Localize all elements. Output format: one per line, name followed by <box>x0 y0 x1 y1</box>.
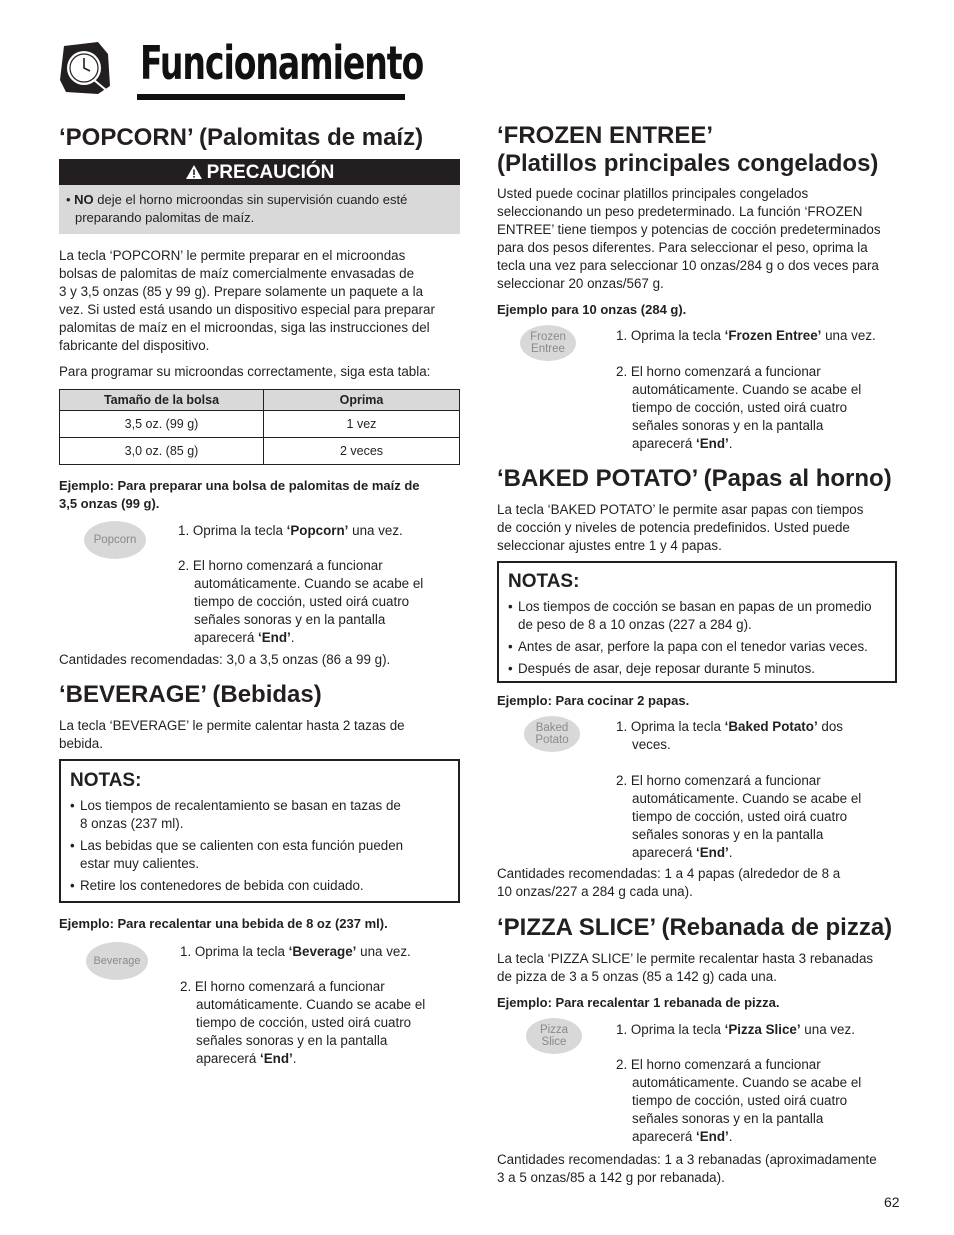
caution-banner <box>59 159 460 185</box>
potato-step-2: 2. El horno comenzará a funcionar automáticamente. Cuando se acabe el tiempo de cocción, usted oirá cuatro señales sonoras y en la pantalla aparecerá ‘End’. <box>616 773 862 860</box>
potato-recommended: Cantidades recomendadas: 1 a 4 papas (alrededor de 8 a 10 onzas/227 a 284 g cada una). <box>497 866 841 899</box>
table-header: Oprima <box>264 390 460 411</box>
pizza-step-1: 1. Oprima la tecla ‘Pizza Slice’ una vez. <box>616 1022 855 1037</box>
beverage-notes-box <box>59 759 460 903</box>
popcorn-recommended: Cantidades recomendadas: 3,0 a 3,5 onzas (86 a 99 g). <box>59 652 391 667</box>
potato-intro: La tecla ‘BAKED POTATO’ le permite asar papas con tiempos de cocción y niveles de potencia predefinidos. Usted puede seleccionar ajustes entre 1 y 4 papas. <box>497 502 864 553</box>
note-item: • Las bebidas que se calienten con esta función pueden estar muy calientes. <box>70 838 404 871</box>
notes-title: NOTAS: <box>70 770 142 791</box>
table-cell: 3,5 oz. (99 g) <box>60 411 264 438</box>
caution-text: • NO deje el horno microondas sin supervisión cuando esté preparando palomitas de maíz. <box>66 192 408 225</box>
frozen-entree-key-icon: Frozen Entree <box>520 325 576 361</box>
popcorn-step-1: 1. Oprima la tecla ‘Popcorn’ una vez. <box>178 523 403 538</box>
baked-potato-key-icon: Baked Potato <box>524 716 580 752</box>
operation-clock-logo-icon <box>58 40 112 96</box>
baked-potato-heading: ‘BAKED POTATO’ (Papas al horno) <box>497 465 892 492</box>
pizza-recommended: Cantidades recomendadas: 1 a 3 rebanadas (aproximadamente 3 a 5 onzas/85 a 142 g por rebanada). <box>497 1152 877 1185</box>
warning-triangle-icon <box>185 164 203 180</box>
potato-notes-box <box>497 561 897 683</box>
beverage-key-icon: Beverage <box>86 942 148 980</box>
table-cell: 2 veces <box>264 438 460 465</box>
popcorn-step-2: 2. El horno comenzará a funcionar automáticamente. Cuando se acabe el tiempo de cocción, usted oirá cuatro señales sonoras y en la pantalla aparecerá ‘End’. <box>178 558 424 645</box>
table-row <box>60 438 460 465</box>
note-item: • Antes de asar, perfore la papa con el tenedor varias veces. <box>508 639 868 654</box>
frozen-entree-heading: ‘FROZEN ENTREE’ (Platillos principales congelados) <box>497 122 879 177</box>
note-item: • Los tiempos de recalentamiento se basan en tazas de 8 onzas (237 ml). <box>70 798 401 831</box>
pizza-slice-key-icon: Pizza Slice <box>526 1018 582 1054</box>
beverage-step-2: 2. El horno comenzará a funcionar automáticamente. Cuando se acabe el tiempo de cocción, usted oirá cuatro señales sonoras y en la pantalla aparecerá ‘End’. <box>180 979 426 1066</box>
table-cell: 1 vez <box>264 411 460 438</box>
popcorn-table-intro: Para programar su microondas correctamente, siga esta tabla: <box>59 364 431 379</box>
beverage-heading: ‘BEVERAGE’ (Bebidas) <box>59 681 322 708</box>
table-header: Tamaño de la bolsa <box>60 390 264 411</box>
pizza-slice-heading: ‘PIZZA SLICE’ (Rebanada de pizza) <box>497 914 893 941</box>
popcorn-heading: ‘POPCORN’ (Palomitas de maíz) <box>59 124 424 151</box>
pizza-example: Ejemplo: Para recalentar 1 rebanada de pizza. <box>497 995 780 1010</box>
title-underline <box>137 94 405 100</box>
note-item: • Después de asar, deje reposar durante 5 minutos. <box>508 661 816 676</box>
note-item: • Retire los contenedores de bebida con cuidado. <box>70 878 364 893</box>
page-title: Funcionamiento <box>140 36 424 90</box>
note-item: • Los tiempos de cocción se basan en papas de un promedio de peso de 8 a 10 onzas (227 a 284 g). <box>508 599 872 632</box>
frozen-step-1: 1. Oprima la tecla ‘Frozen Entree’ una vez. <box>616 328 876 343</box>
frozen-intro: Usted puede cocinar platillos principales congelados seleccionando un peso predeterminado. La función ‘FROZEN ENTREE’ tiene tiempos y potencias de cocción predeterminados para dos pesos diferentes. Para seleccionar el peso, oprima la tecla una vez para seleccionar 10 onzas/284 g o dos veces para seleccionar 20 onzas/567 g. <box>497 186 881 291</box>
notes-title: NOTAS: <box>508 571 580 592</box>
potato-step-1: 1. Oprima la tecla ‘Baked Potato’ dos veces. <box>616 719 843 752</box>
caution-body <box>59 185 460 234</box>
page-number: 62 <box>884 1194 900 1210</box>
popcorn-intro: La tecla ‘POPCORN’ le permite preparar en el microondas bolsas de palomitas de maíz comercialmente envasadas de 3 y 3,5 onzas (85 y 99 g). Prepare solamente un paquete a la vez. Si usted está usando un dispositivo especial para preparar palomitas de maíz en el microondas, siga las instrucciones del fabricante del dispositivo. <box>59 248 435 353</box>
potato-example: Ejemplo: Para cocinar 2 papas. <box>497 693 690 708</box>
pizza-step-2: 2. El horno comenzará a funcionar automáticamente. Cuando se acabe el tiempo de cocción, usted oirá cuatro señales sonoras y en la pantalla aparecerá ‘End’. <box>616 1057 862 1144</box>
beverage-example: Ejemplo: Para recalentar una bebida de 8 oz (237 ml). <box>59 916 388 931</box>
caution-label: PRECAUCIÓN <box>206 162 335 183</box>
popcorn-example: Ejemplo: Para preparar una bolsa de palomitas de maíz de 3,5 onzas (99 g). <box>59 478 420 511</box>
table-cell: 3,0 oz. (85 g) <box>60 438 264 465</box>
popcorn-key-icon: Popcorn <box>84 521 146 559</box>
frozen-example: Ejemplo para 10 onzas (284 g). <box>497 302 687 317</box>
table-header-row <box>60 390 460 411</box>
pizza-intro: La tecla ‘PIZZA SLICE’ le permite recalentar hasta 3 rebanadas de pizza de 3 a 5 onzas (85 a 142 g) cada una. <box>497 951 874 984</box>
popcorn-table <box>59 389 460 465</box>
frozen-step-2: 2. El horno comenzará a funcionar automáticamente. Cuando se acabe el tiempo de cocción, usted oirá cuatro señales sonoras y en la pantalla aparecerá ‘End’. <box>616 364 862 451</box>
beverage-intro: La tecla ‘BEVERAGE’ le permite calentar hasta 2 tazas de bebida. <box>59 718 405 751</box>
table-row <box>60 411 460 438</box>
beverage-step-1: 1. Oprima la tecla ‘Beverage’ una vez. <box>180 944 411 959</box>
